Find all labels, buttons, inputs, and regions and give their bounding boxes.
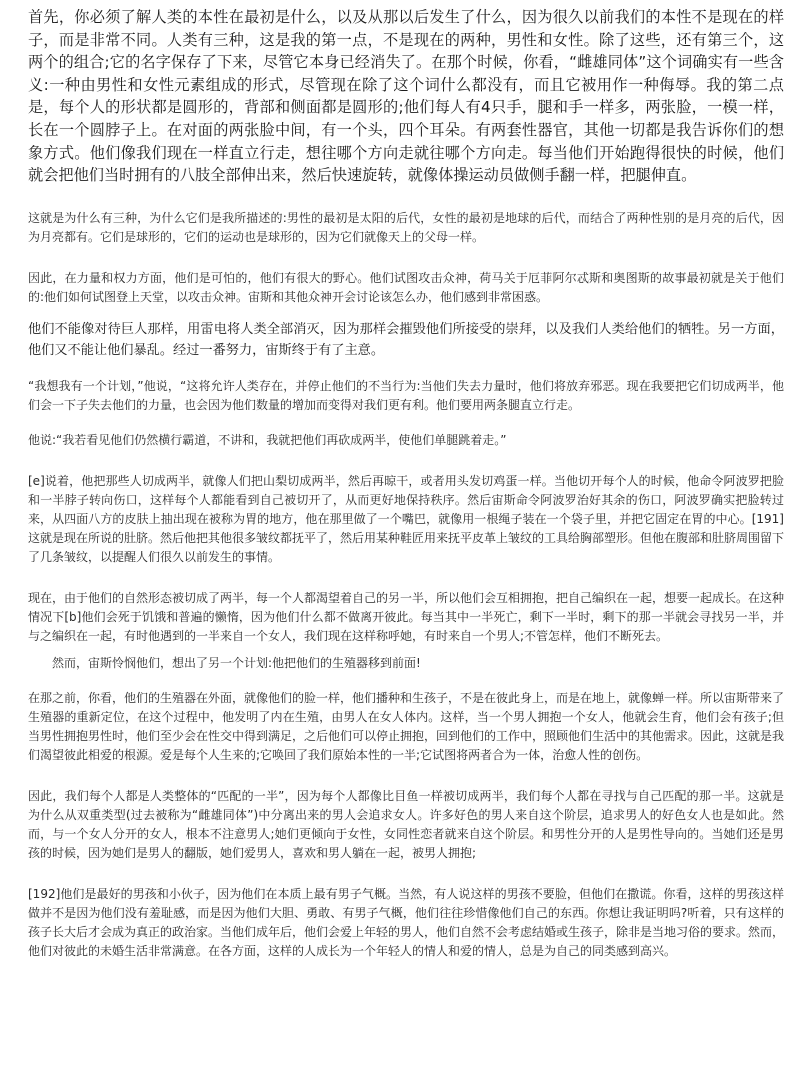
paragraph-8: 现在，由于他们的自然形态被切成了两半，每一个人都渴望着自己的另一半，所以他们会互相拥抱，把自己编织在一起，想要一起成长。在这种情况下[b]他们会死于饥饿和普遍的懒惰，因为他们什么都不做离开彼此。每当其中一半死亡，剩下一半时，剩下的那一半就会寻找另一半，并与之编织在一起，有时他遇到的一半来自一个女人，我们现在这样称呼她，有时来自一个男人;不管怎样，他们不断死去。: [28, 590, 785, 643]
paragraph-11: 因此，我们每个人都是人类整体的“匹配的一半”，因为每个人都像比目鱼一样被切成两半，我们每个人都在寻找与自己匹配的那一半。这就是为什么从双重类型(过去被称为“雌雄同体”)中分离出来的男人会追求女人。许多好色的男人来自这个阶层，追求男人的好色女人也是如此。然而，与一个女人分开的女人，根本不注意男人;她们更倾向于女性，女同性恋者就来自这个阶层。和男性分开的人是男性导向的。当她们还是男孩的时候，因为她们是男人的翻版，她们爱男人，喜欢和男人躺在一起，被男人拥抱;: [28, 788, 784, 860]
paragraph-2: 这就是为什么有三种，为什么它们是我所描述的:男性的最初是太阳的后代，女性的最初是地球的后代，而结合了两种性别的是月亮的后代，因为月亮都有。它们是球形的，它们的运动也是球形的，因为它们就像天上的父母一样。: [28, 210, 784, 244]
paragraph-9: 然而，宙斯怜悯他们，想出了另一个计划:他把他们的生殖器移到前面!: [52, 655, 421, 670]
paragraph-6: 他说:“我若看见他们仍然横行霸道，不讲和，我就把他们再砍成两半，使他们单腿跳着走。”: [28, 432, 507, 447]
paragraph-5: “我想我有一个计划，”他说，“这将允许人类存在，并停止他们的不当行为:当他们失去力量时，他们将放弃邪恶。现在我要把它们切成两半，他们会一下子失去他们的力量，也会因为他们数量的增加而变得对我们更有利。他们要用两条腿直立行走。: [28, 378, 784, 412]
paragraph-4: 他们不能像对待巨人那样，用雷电将人类全部消灭，因为那样会摧毁他们所接受的崇拜，以及我们人类给他们的牺牲。另一方面，他们又不能让他们暴乱。经过一番努力，宙斯终于有了主意。: [28, 321, 784, 358]
paragraph-1: 首先，你必须了解人类的本性在最初是什么，以及从那以后发生了什么，因为很久以前我们的本性不是现在的样子，而是非常不同。人类有三种，这是我的第一点，不是现在的两种，男性和女性。除了这些，还有第三个，这两个的组合;它的名字保存了下来，尽管它本身已经消失了。在那个时候，你看，“雌雄同体”这个词确实有一些含义:一种由男性和女性元素组成的形式，尽管现在除了这个词什么都没有，而且它被用作一种侮辱。我的第二点是，每个人的形状都是圆形的，背部和侧面都是圆形的;他们每人有4只手，腿和手一样多，两张脸，一模一样，长在一个圆脖子上。在对面的两张脸中间，有一个头，四个耳朵。有两套性器官，其他一切都是我告诉你们的想象方式。他们像我们现在一样直立行走，想往哪个方向走就往哪个方向走。每当他们开始跑得很快的时候，他们就会把他们当时拥有的八肢全部伸出来，然后快速旋转，就像体操运动员做侧手翻一样，把腿伸直。: [28, 8, 784, 185]
paragraph-7: [e]说着，他把那些人切成两半，就像人们把山梨切成两半，然后再晾干，或者用头发切鸡蛋一样。当他切开每个人的时候，他命令阿波罗把脸和一半脖子转向伤口，这样每个人都能看到自己被切开了，从而更好地保持秩序。然后宙斯命令阿波罗治好其余的伤口，阿波罗确实把脸转过来，从四面八方的皮肤上抽出现在被称为胃的地方，他在那里做了一个嘴巴，就像用一根绳子装在一个袋子里，并把它固定在胃的中心。[191]这就是现在所说的肚脐。然后他把其他很多皱纹都抚平了，然后用某种鞋匠用来抚平皮革上皱纹的工具给胸部塑形。但他在腹部和肚脐周围留下了几条皱纹，以提醒人们很久以前发生的事情。: [28, 473, 785, 564]
paragraph-12: [192]他们是最好的男孩和小伙子，因为他们在本质上最有男子气概。当然，有人说这样的男孩不要脸，但他们在撒谎。你看，这样的男孩这样做并不是因为他们没有羞耻感，而是因为他们大胆、勇敢、有男子气概，他们往往珍惜像他们自己的东西。你想让我证明吗?听着，只有这样的孩子长大后才会成为真正的政治家。当他们成年后，他们会爱上年轻的男人，他们自然不会考虑结婚或生孩子，除非是当地习俗的要求。然而，他们对彼此的未婚生活非常满意。在各方面，这样的人成长为一个年轻人的情人和爱的情人，总是为自己的同类感到高兴。: [28, 886, 785, 958]
paragraph-10: 在那之前，你看，他们的生殖器在外面，就像他们的脸一样，他们播种和生孩子，不是在彼此身上，而是在地上，就像蝉一样。所以宙斯带来了生殖器的重新定位，在这个过程中，他发明了内在生殖，由男人在女人体内。这样，当一个男人拥抱一个女人，他就会生育，他们会有孩子;但当男性拥抱男性时，他们至少会在性交中得到满足，之后他们可以停止拥抱，回到他们的工作中，照顾他们生活中的其他需求。因此，这就是我们渴望彼此相爱的根源。爱是每个人生来的;它唤回了我们原始本性的一半;它试图将两者合为一体，治愈人性的创伤。: [28, 690, 785, 762]
paragraph-3: 因此，在力量和权力方面，他们是可怕的，他们有很大的野心。他们试图攻击众神，荷马关于厄菲阿尔忒斯和奥图斯的故事最初就是关于他们的:他们如何试图登上天堂，以攻击众神。宙斯和其他众神开会讨论该怎么办，他们感到非常困惑。: [28, 270, 784, 304]
